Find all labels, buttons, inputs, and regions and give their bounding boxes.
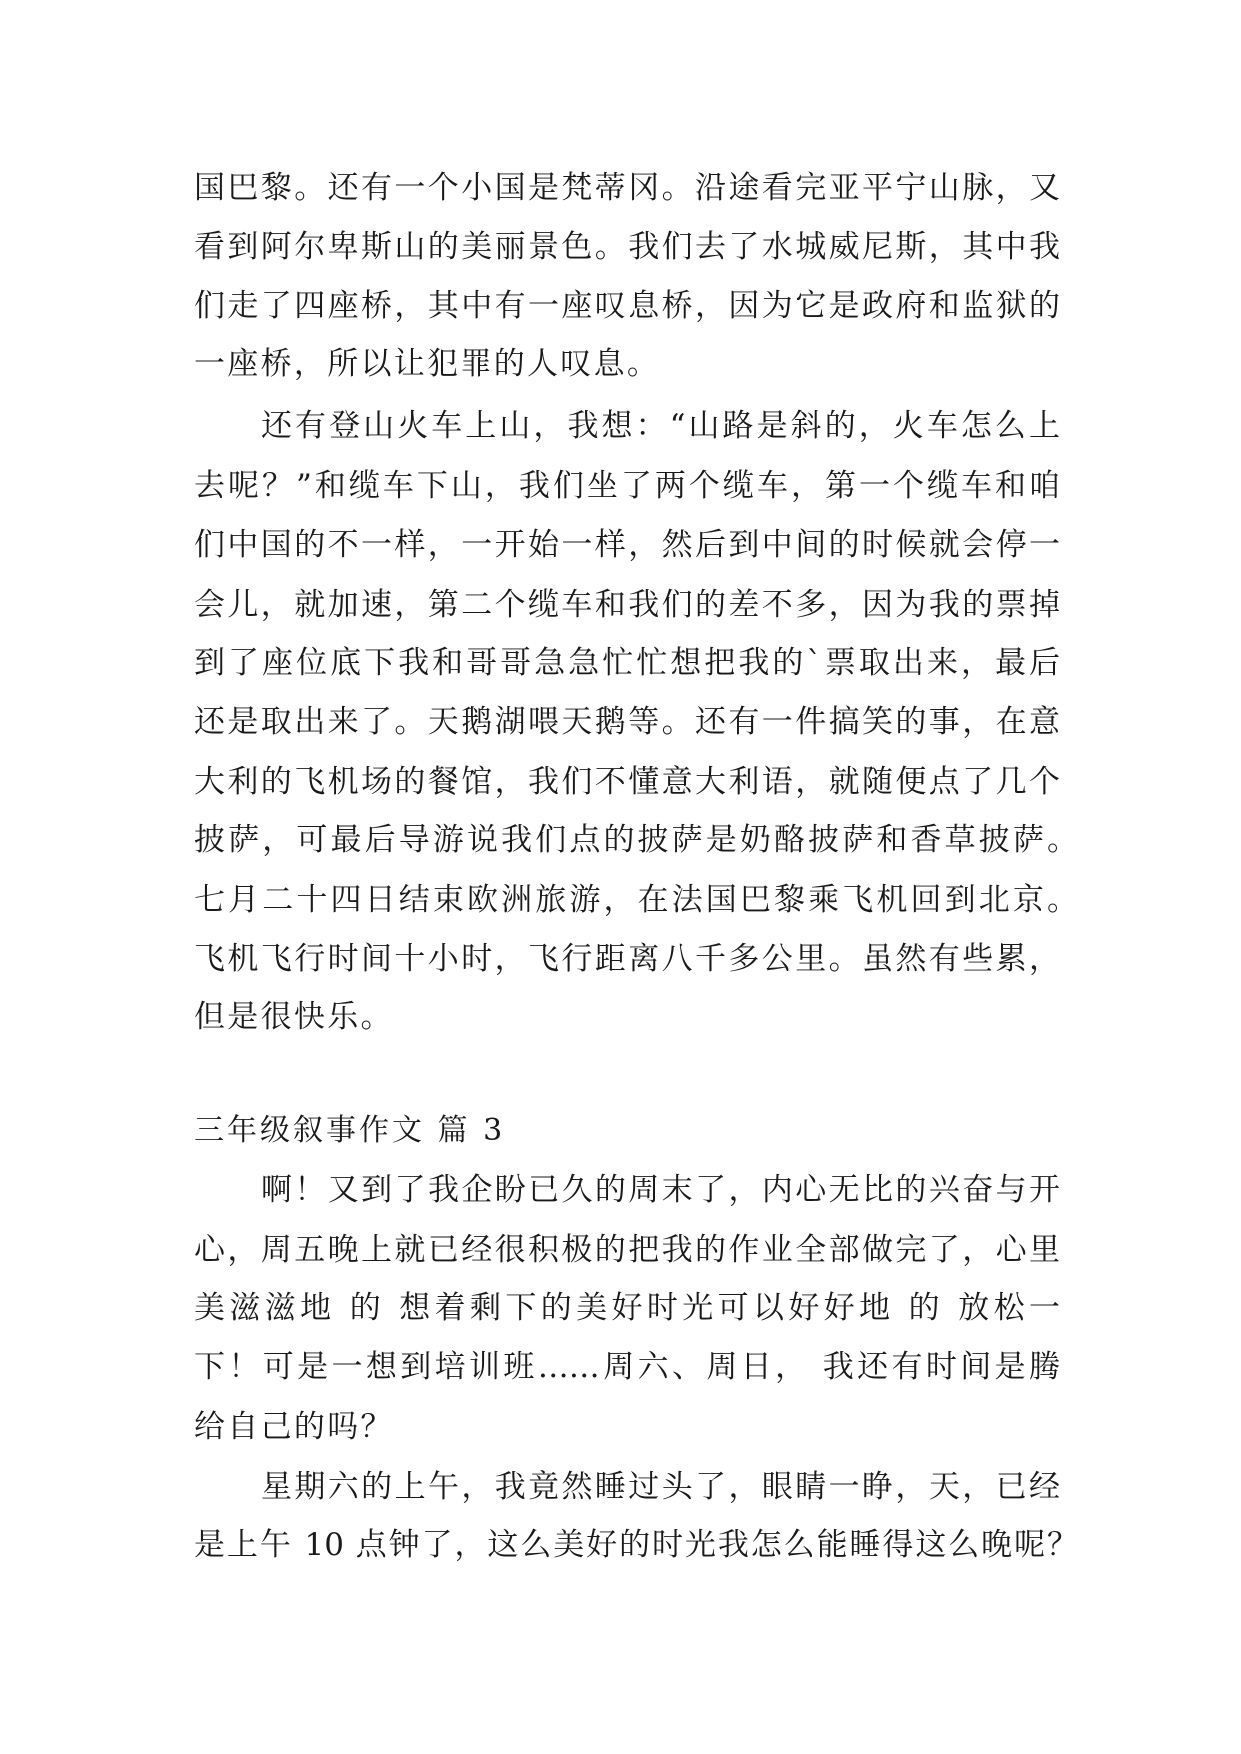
- text-line: 会儿，就加速，第二个缆车和我们的差不多，因为我的票掉: [194, 587, 1060, 623]
- text-line: 还有登山火车上山，我想：“山路是斜的，火车怎么上: [261, 408, 1060, 444]
- text-line: 星期六的上午，我竟然睡过头了，眼睛一睁，天，已经: [261, 1469, 1060, 1505]
- text-line: 心，周五晚上就已经很积极的把我的作业全部做完了，心里: [194, 1232, 1060, 1268]
- text-line: 国巴黎。还有一个小国是梵蒂冈。沿途看完亚平宁山脉，又: [194, 170, 1060, 206]
- text-line: 美滋滋地 的 想着剩下的美好时光可以好好地 的 放松一: [194, 1290, 1060, 1326]
- text-line: 七月二十四日结束欧洲旅游，在法国巴黎乘飞机回到北京。: [194, 882, 1078, 918]
- text-line: 到了座位底下我和哥哥急急忙忙想把我的`票取出来，最后: [194, 645, 1060, 681]
- text-line: 啊！又到了我企盼已久的周末了，内心无比的兴奋与开: [261, 1172, 1060, 1208]
- text-line: 们走了四座桥，其中有一座叹息桥，因为它是政府和监狱的: [194, 288, 1060, 324]
- section-heading: 三年级叙事作文 篇 3: [194, 1113, 506, 1148]
- text-line: 去呢？”和缆车下山，我们坐了两个缆车，第一个缆车和咱: [194, 468, 1060, 504]
- text-line: 还是取出来了。天鹅湖喂天鹅等。还有一件搞笑的事，在意: [194, 704, 1060, 740]
- text-line: 是上午 10 点钟了，这么美好的时光我怎么能睡得这么晚呢？: [194, 1527, 1078, 1563]
- text-line: 但是很快乐。: [194, 999, 394, 1035]
- text-line: 们中国的不一样，一开始一样，然后到中间的时候就会停一: [194, 527, 1060, 563]
- text-line: 下！可是一想到培训班……周六、周日， 我还有时间是腾: [194, 1349, 1060, 1385]
- text-line: 大利的飞机场的餐馆，我们不懂意大利语，就随便点了几个: [194, 764, 1060, 800]
- text-line: 一座桥，所以让犯罪的人叹息。: [194, 346, 661, 382]
- text-line: 给自己的吗？: [194, 1409, 394, 1445]
- text-line: 飞机飞行时间十小时，飞行距离八千多公里。虽然有些累，: [194, 941, 1060, 977]
- text-line: 披萨，可最后导游说我们点的披萨是奶酪披萨和香草披萨。: [194, 822, 1078, 858]
- text-line: 看到阿尔卑斯山的美丽景色。我们去了水城威尼斯，其中我: [194, 229, 1060, 265]
